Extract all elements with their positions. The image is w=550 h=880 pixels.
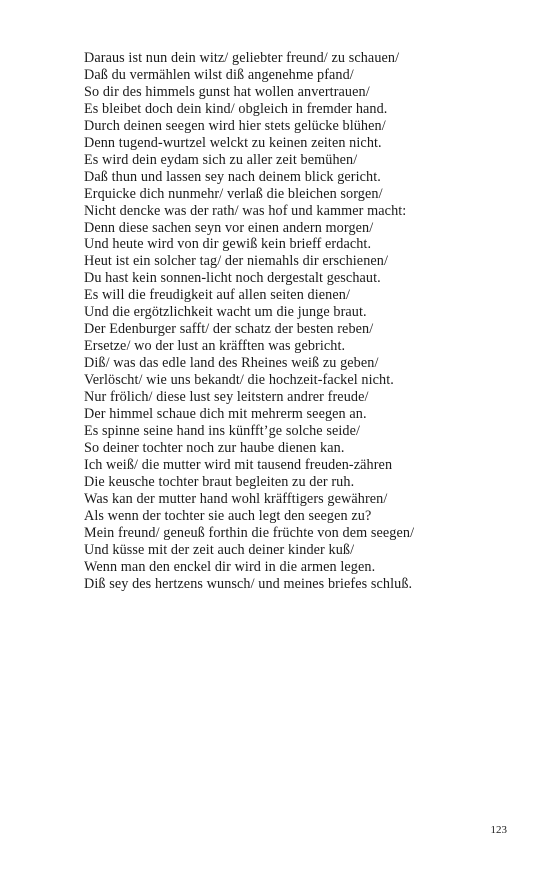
poem-line: Die keusche tochter braut begleiten zu der ruh. [84,473,355,490]
poem-line: Daß du vermählen wilst diß angenehme pfand/ [84,66,354,83]
poem-line: Es bleibet doch dein kind/ obgleich in fremder hand. [84,100,388,117]
poem-line: Erquicke dich nunmehr/ verlaß die bleichen sorgen/ [84,185,383,202]
poem-line: Mein freund/ geneuß forthin die früchte von dem seegen/ [84,524,415,541]
poem-text [84,50,414,593]
page-number: 123 [490,824,507,836]
poem-line: Heut ist ein solcher tag/ der niemahls dir erschienen/ [84,253,389,270]
poem-line: Der himmel schaue dich mit mehrerm seegen an. [84,406,367,423]
poem-line: So dir des himmels gunst hat wollen anvertrauen/ [84,83,370,100]
poem-line: Durch deinen seegen wird hier stets gelücke blühen/ [84,117,386,134]
poem-line: Diß sey des hertzens wunsch/ und meines briefes schluß. [84,575,413,592]
poem-line: So deiner tochter noch zur haube dienen kan. [84,439,345,456]
poem-line: Und küsse mit der zeit auch deiner kinder kuß/ [84,541,355,558]
poem-line: Verlöscht/ wie uns bekandt/ die hochzeit-fackel nicht. [84,372,394,389]
poem-line: Nicht dencke was der rath/ was hof und kammer macht: [84,202,407,219]
poem-line: Der Edenburger safft/ der schatz der besten reben/ [84,321,374,338]
poem-line: Es wird dein eydam sich zu aller zeit bemühen/ [84,151,358,168]
poem-line: Diß/ was das edle land des Rheines weiß zu geben/ [84,355,379,372]
poem-line: Denn tugend-wurtzel welckt zu keinen zeiten nicht. [84,134,382,151]
poem-line: Nur frölich/ diese lust sey leitstern andrer freude/ [84,389,369,406]
poem-line: Als wenn der tochter sie auch legt den seegen zu? [84,507,372,524]
poem-line: Du hast kein sonnen-licht noch dergestalt geschaut. [84,270,381,287]
poem-line: Daraus ist nun dein witz/ geliebter freund/ zu schauen/ [84,50,400,66]
poem-line: Es will die freudigkeit auf allen seiten dienen/ [84,287,351,304]
poem-line: Und die ergötzlichkeit wacht um die junge braut. [84,304,367,321]
poem-line: Denn diese sachen seyn vor einen andern morgen/ [84,219,374,236]
poem-line: Ich weiß/ die mutter wird mit tausend freuden-zähren [84,456,393,473]
poem-line: Es spinne seine hand ins künfft’ge solche seide/ [84,422,361,439]
poem-line: Und heute wird von dir gewiß kein brieff erdacht. [84,236,372,253]
poem-line: Ersetze/ wo der lust an kräfften was gebricht. [84,338,346,355]
poem-line: Was kan der mutter hand wohl kräfftigers gewähren/ [84,490,388,507]
poem-line: Daß thun und lassen sey nach deinem blick gericht. [84,168,381,185]
poem-line: Wenn man den enckel dir wird in die armen legen. [84,558,376,575]
